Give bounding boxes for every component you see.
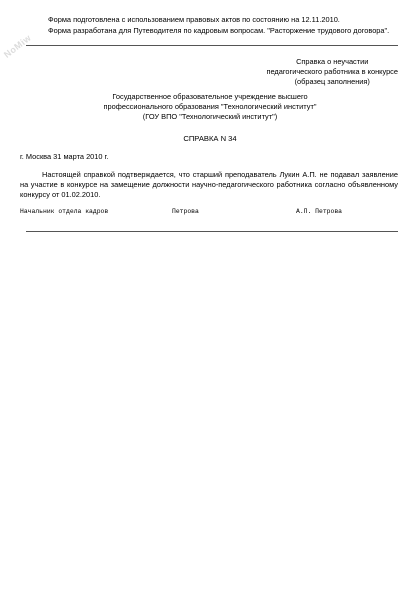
form-note: Форма разработана для Путеводителя по кадровым вопросам. "Расторжение трудового договора". (48, 25, 390, 35)
top-divider (26, 45, 398, 46)
signer-position: Начальник отдела кадров (20, 208, 109, 215)
form-caption-line: Справка о неучастии (296, 57, 369, 66)
form-notes (26, 15, 398, 36)
organization-line: (ГОУ ВПО "Технологический институт") (142, 112, 278, 121)
form-caption-line: (образец заполнения) (294, 77, 370, 86)
place-and-date: г. Москва 31 марта 2010 г. (20, 152, 109, 161)
certificate-body: Настоящей справкой подтверждается, что старший преподаватель Лукин А.П. не подавал заявление на участие в конкурсе на замещение должности научно-педагогического работника согласно объявленному конкурсу от 01.02.2010. (20, 170, 398, 199)
organization-name (60, 92, 360, 122)
signature: Петрова (172, 208, 199, 215)
organization-line: профессионального образования "Технологический институт" (103, 102, 317, 111)
document-title: СПРАВКА N 34 (183, 134, 237, 143)
form-caption-line: педагогического работника в конкурсе (266, 67, 398, 76)
form-caption (266, 57, 398, 87)
organization-line: Государственное образовательное учреждение высшего (112, 92, 308, 101)
watermark: NoMiw (2, 32, 33, 60)
signer-name: А.П. Петрова (296, 208, 343, 215)
bottom-divider (26, 231, 398, 232)
form-note: Форма подготовлена с использованием правовых актов по состоянию на 12.11.2010. (48, 15, 340, 24)
